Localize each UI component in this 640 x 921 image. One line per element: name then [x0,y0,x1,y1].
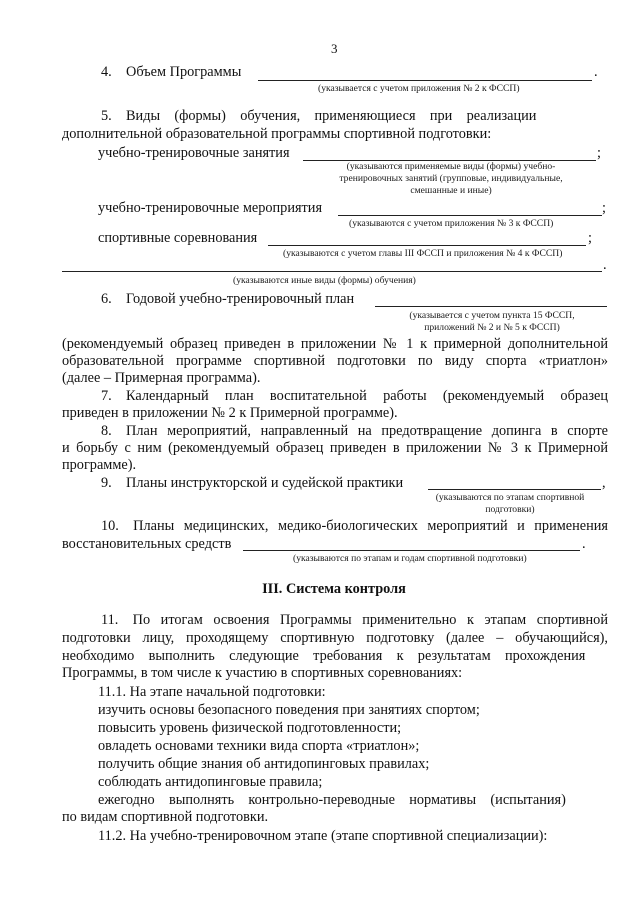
req-item: изучить основы безопасного поведения при занятиях спортом; [98,702,480,718]
page-number: 3 [331,41,338,56]
p11-line4: Программы, в том числе к участию в спортивных соревнованиях: [62,665,463,681]
other-blank-line [62,271,602,272]
req-item: получить общие знания об антидопинговых правилах; [98,756,430,772]
other-end: . [603,257,607,273]
item4-blank-line [258,80,592,81]
item5-line1: 5. Виды (формы) обучения, применяющиеся при реализации [101,108,537,124]
training-note-3: смешанные и иные) [410,185,492,196]
item10-line1: 10. Планы медицинских, медико-биологических мероприятий и применения [101,518,608,534]
req-item: повысить уровень физической подготовленности; [98,720,402,736]
p11-2-heading: 11.2. На учебно-тренировочном этапе (этапе спортивной специализации): [98,828,548,844]
item4-end: . [594,64,598,80]
item9-blank-line [428,489,601,490]
other-note: (указываются иные виды (формы) обучения) [233,275,416,286]
competitions-label: спортивные соревнования [98,230,258,246]
events-end: ; [602,200,606,216]
item9-text: 9. Планы инструкторской и судейской практики [101,475,404,491]
competitions-end: ; [588,230,592,246]
item6-note-2: приложений № 2 и № 5 к ФССП) [424,322,560,333]
events-label: учебно-тренировочные мероприятия [98,200,323,216]
req-item: овладеть основами техники вида спорта «триатлон»; [98,738,420,754]
item4-note: (указывается с учетом приложения № 2 к ФССП) [318,83,520,94]
p11-line1: 11. По итогам освоения Программы применительно к этапам спортивной [101,612,608,628]
item7-line1: 7. Календарный план воспитательной работы (рекомендуемый образец [101,388,608,404]
item6-blank-line [375,306,607,307]
item9-note-2: подготовки) [485,504,535,515]
training-end: ; [597,145,601,161]
item4-text: 4. Объем Программы [101,64,242,80]
competitions-note: (указываются с учетом главы III ФССП и приложения № 4 к ФССП) [283,248,563,259]
req-last-line2: по видам спортивной подготовки. [62,809,269,825]
section-title: III. Система контроля [262,581,406,597]
events-blank-line [338,215,602,216]
item7-line2: приведен в приложении № 2 к Примерной программе). [62,405,398,421]
p11-line3: необходимо выполнить следующие требования к результатам прохождения [62,648,586,664]
p11-line2: подготовки лицу, проходящему спортивную подготовку (далее – обучающийся), [62,630,608,646]
item9-note-1: (указываются по этапам спортивной [435,492,585,503]
p11-1-heading: 11.1. На этапе начальной подготовки: [98,684,326,700]
item5-line2: дополнительной образовательной программы спортивной подготовки: [62,126,492,142]
events-note: (указываются с учетом приложения № 3 к ФССП) [349,218,554,229]
item10-line2: восстановительных средств [62,536,232,552]
competitions-blank-line [268,245,586,246]
training-note-1: (указываются применяемые виды (формы) учебно- [346,161,556,172]
req-item: соблюдать антидопинговые правила; [98,774,323,790]
training-note-2: тренировочных занятий (групповые, индивидуальные, [339,173,563,184]
item6-cont-1: (рекомендуемый образец приведен в приложении № 1 к примерной дополнительной [62,336,608,352]
item8-line2: и борьбу с ним (рекомендуемый образец приведен в приложении № 3 к Примерной [62,440,608,456]
item6-text: 6. Годовой учебно-тренировочный план [101,291,355,307]
item9-end: , [602,475,606,491]
item8-line3: программе). [62,457,137,473]
item10-blank-line [243,550,580,551]
req-last-line1: ежегодно выполнять контрольно-переводные нормативы (испытания) [98,792,566,808]
item6-cont-3: (далее – Примерная программа). [62,370,261,386]
training-label: учебно-тренировочные занятия [98,145,290,161]
item10-end: . [582,536,586,552]
item6-note-1: (указывается с учетом пункта 15 ФССП, [409,310,575,321]
item8-line1: 8. План мероприятий, направленный на предотвращение допинга в спорте [101,423,608,439]
item6-cont-2: образовательной программе спортивной подготовки по виду спорта «триатлон» [62,353,608,369]
item10-note: (указываются по этапам и годам спортивной подготовки) [293,553,527,564]
